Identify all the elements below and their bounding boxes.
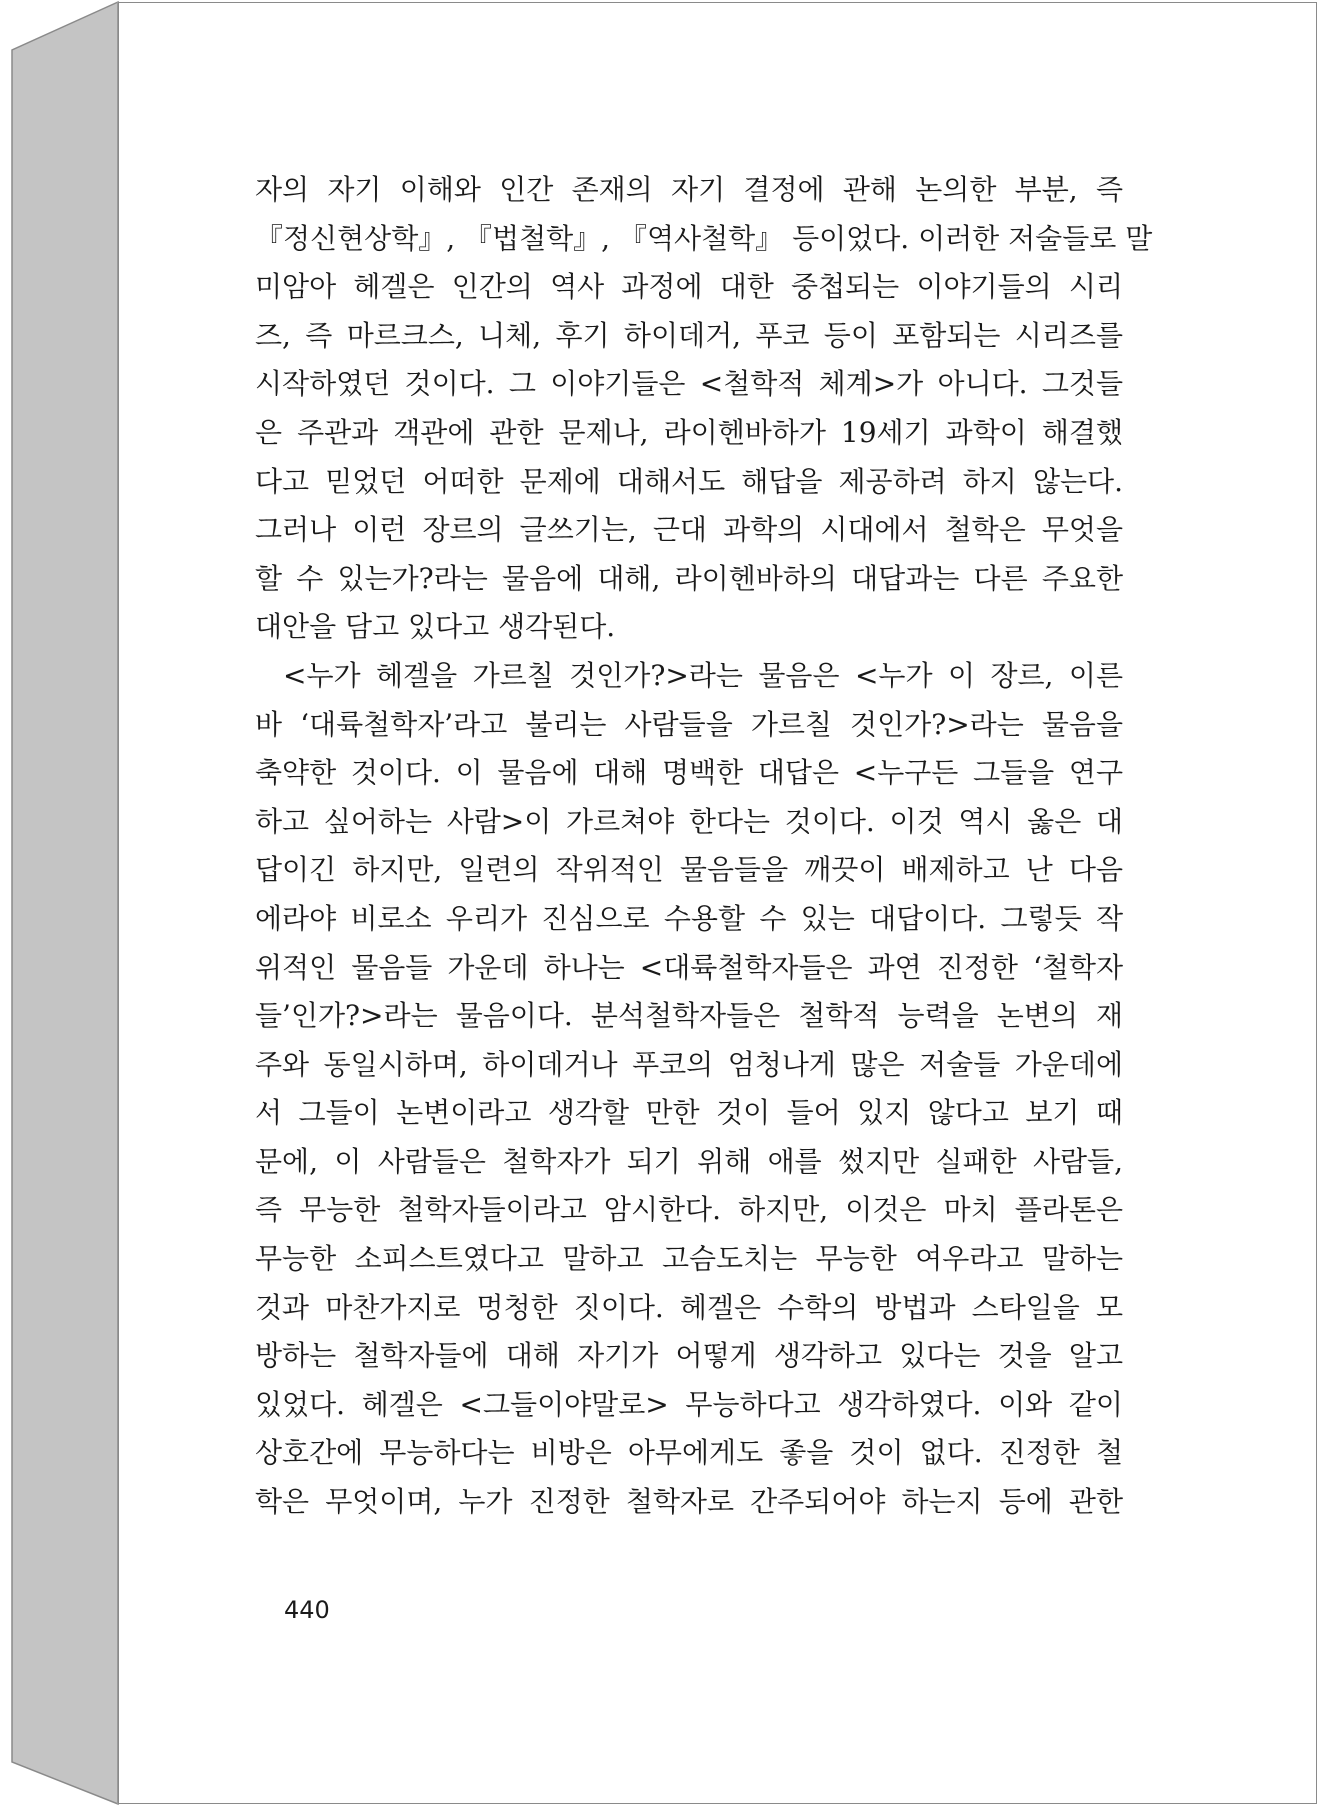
text-line: 학은 무엇이며, 누가 진정한 철학자로 간주되어야 하는지 등에 관한 — [255, 1485, 1123, 1519]
text-line: 즉 무능한 철학자들이라고 암시한다. 하지만, 이것은 마치 플라톤은 — [255, 1193, 1123, 1227]
text-line: 시작하였던 것이다. 그 이야기들은 <철학적 체계>가 아니다. 그것들 — [255, 367, 1123, 401]
body-text — [255, 166, 1153, 1527]
text-line: 방하는 철학자들에 대해 자기가 어떻게 생각하고 있다는 것을 알고 — [255, 1339, 1123, 1373]
text-line: 바 ‘대륙철학자’라고 불리는 사람들을 가르칠 것인가?>라는 물음을 — [255, 707, 1123, 741]
text-line: 있었다. 헤겔은 <그들이야말로> 무능하다고 생각하였다. 이와 같이 — [255, 1387, 1123, 1421]
text-line: 『정신현상학』, 『법철학』, 『역사철학』 등이었다. 이러한 저술들로 말 — [255, 221, 1153, 255]
page-number: 440 — [284, 1596, 330, 1624]
text-line: 문에, 이 사람들은 철학자가 되기 위해 애를 썼지만 실패한 사람들, — [255, 1144, 1123, 1178]
text-line: 하고 싶어하는 사람>이 가르쳐야 한다는 것이다. 이것 역시 옳은 대 — [255, 804, 1123, 838]
text-line: 들’인가?>라는 물음이다. 분석철학자들은 철학적 능력을 논변의 재 — [255, 999, 1123, 1033]
text-line: 즈, 즉 마르크스, 니체, 후기 하이데거, 푸코 등이 포함되는 시리즈를 — [255, 318, 1123, 352]
book-spine — [12, 2, 118, 1804]
text-line: 무능한 소피스트였다고 말하고 고슴도치는 무능한 여우라고 말하는 — [255, 1242, 1123, 1276]
text-line: 주와 동일시하며, 하이데거나 푸코의 엄청나게 많은 저술들 가운데에 — [255, 1047, 1123, 1081]
text-line: 그러나 이런 장르의 글쓰기는, 근대 과학의 시대에서 철학은 무엇을 — [255, 513, 1123, 547]
text-line: 위적인 물음들 가운데 하나는 <대륙철학자들은 과연 진정한 ‘철학자 — [255, 950, 1123, 984]
text-line: 에라야 비로소 우리가 진심으로 수용할 수 있는 대답이다. 그렇듯 작 — [255, 901, 1123, 935]
text-line: 대안을 담고 있다고 생각된다. — [255, 610, 616, 644]
text-line: <누가 헤겔을 가르칠 것인가?>라는 물음은 <누가 이 장르, 이른 — [283, 658, 1123, 692]
text-line: 답이긴 하지만, 일련의 작위적인 물음들을 깨끗이 배제하고 난 다음 — [255, 853, 1123, 887]
text-line: 할 수 있는가?라는 물음에 대해, 라이헨바하의 대답과는 다른 주요한 — [255, 561, 1123, 595]
text-line: 서 그들이 논변이라고 생각할 만한 것이 들어 있지 않다고 보기 때 — [255, 1096, 1123, 1130]
text-line: 미암아 헤겔은 인간의 역사 과정에 대한 중첩되는 이야기들의 시리 — [255, 270, 1123, 304]
text-line: 다고 믿었던 어떠한 문제에 대해서도 해답을 제공하려 하지 않는다. — [255, 464, 1123, 498]
text-line: 것과 마찬가지로 멍청한 짓이다. 헤겔은 수학의 방법과 스타일을 모 — [255, 1290, 1123, 1324]
text-line: 은 주관과 객관에 관한 문제나, 라이헨바하가 19세기 과학이 해결했 — [255, 415, 1123, 449]
text-line: 상호간에 무능하다는 비방은 아무에게도 좋을 것이 없다. 진정한 철 — [255, 1436, 1123, 1470]
text-line: 자의 자기 이해와 인간 존재의 자기 결정에 관해 논의한 부분, 즉 — [255, 173, 1123, 206]
text-line: 축약한 것이다. 이 물음에 대해 명백한 대답은 <누구든 그들을 연구 — [255, 756, 1123, 790]
